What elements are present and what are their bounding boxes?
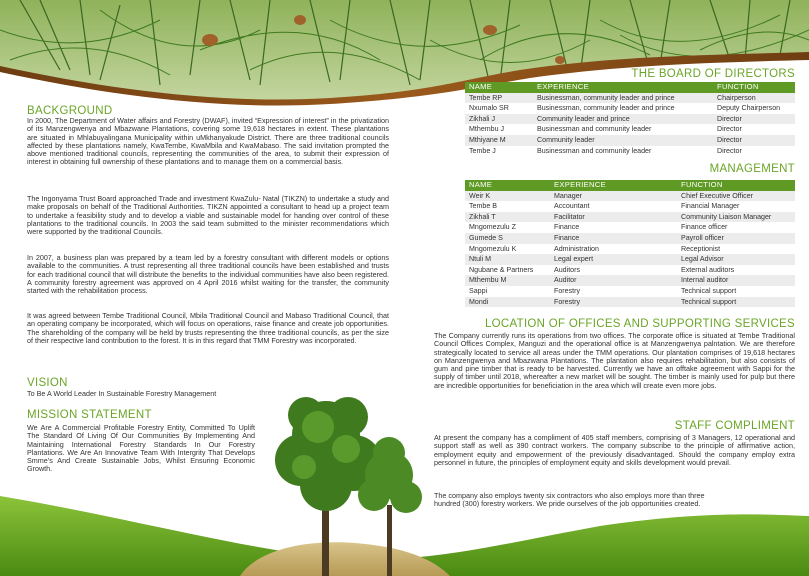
cell: Director: [717, 114, 742, 123]
management-col-name: NAME: [469, 180, 493, 189]
cell: Administration: [554, 244, 599, 253]
cell: Auditor: [554, 276, 577, 285]
cell: Ntuli M: [469, 255, 492, 264]
background-heading: BACKGROUND: [27, 105, 113, 117]
cell: Director: [717, 125, 742, 134]
table-row: [465, 201, 795, 212]
table-row: [465, 297, 795, 308]
cell: Legal expert: [554, 255, 594, 264]
board-heading: THE BOARD OF DIRECTORS: [631, 68, 795, 80]
cell: Chairperson: [717, 93, 756, 102]
management-table-header: [465, 180, 795, 191]
cell: Weir K: [469, 191, 491, 200]
table-row: [465, 103, 795, 114]
table-row: [465, 254, 795, 265]
cell: Mngomezulu K: [469, 244, 517, 253]
cell: Forestry: [554, 297, 581, 306]
cell: Zikhali T: [469, 212, 496, 221]
table-row: [465, 114, 795, 125]
staff-paragraph-2: The company also employs twenty six contractors who also employs more than three hundred (300) forestry workers. We pride ourselves of the job opportunities created.: [434, 491, 705, 509]
management-table: [465, 180, 795, 307]
background-paragraph-4: It was agreed between Tembe Traditional Council, Mbila Traditional Council and Mabaso Traditional Council, that an operating company be incorporated, which will focus on operations, raise finance and create job opportunities. The shareholding of the company will be held by trusts representing the three traditional councils, as per the size of their respective land contribution to the forest. It is in this regard that TMM Forestry was incorporated.: [27, 311, 389, 345]
cell: Tembe B: [469, 202, 497, 211]
cell: External auditors: [681, 265, 735, 274]
board-col-experience: EXPERIENCE: [537, 82, 589, 91]
cell: Ngubane & Partners: [469, 265, 534, 274]
cell: Tembe J: [469, 146, 496, 155]
location-text: The Company currently runs its operations from two offices. The corporate office is situated at Tembe Traditional Council Offices Complex, Manguzi and the operational office is at Manzengwenya palntation. We are therefore strategically located to service all areas under the TMM operations. Our plantation comprises of 19,618 hectares on Manzengwenya and Mbazwana Plantations. The plantation also requires rehabilitation, but also consists of gum and pine timber that is ready to be harvested. Currently we have an offtake agreement with Sappi for the supply of timber until 2018, whereafter a new market will be sought. The timber is mainly used for pulp but there are incredible opportunities for beneficiation in the area which will create even more jobs.: [434, 331, 795, 390]
cell: Community leader and prince: [537, 114, 630, 123]
mission-heading: MISSION STATEMENT: [27, 409, 152, 421]
cell: Director: [717, 135, 742, 144]
staff-paragraph-1: At present the company has a compliment of 405 staff members, comprising of 3 Managers, 12 operational and support staff as well as 390 contract workers. The company subscribe to the principle of affirmative action, employment equity and empowerment of the previously disadvantaged. Should the company employ extra personnel in future, the principles of employment equity and skills development would prevail.: [434, 433, 795, 467]
cell: Businessman, community leader and prince: [537, 104, 675, 113]
cell: Manager: [554, 191, 582, 200]
cell: Auditors: [554, 265, 581, 274]
table-row: [465, 286, 795, 297]
cell: Finance: [554, 233, 580, 242]
cell: Internal auditor: [681, 276, 729, 285]
mission-text: We Are A Commercial Profitable Forestry Entity, Committed To Uplift The Standard Of Living Of Our Communities By Implementing And Maintaining International Forestry Standards In Our Forestry Plantations. We Are An Innovative Team With Intergrity That Develops Smme’s And Create Sustainable Jobs, Whilst Ensuring Economic Growth.: [27, 423, 255, 474]
cell: Zikhali J: [469, 114, 496, 123]
cell: Community leader: [537, 135, 595, 144]
board-col-function: FUNCTION: [717, 82, 759, 91]
cell: Mthiyane M: [469, 135, 506, 144]
table-row: [465, 222, 795, 233]
cell: Nxumalo SR: [469, 104, 509, 113]
management-col-experience: EXPERIENCE: [554, 180, 606, 189]
vision-heading: VISION: [27, 377, 68, 389]
location-heading: LOCATION OF OFFICES AND SUPPORTING SERVICES: [484, 318, 795, 330]
background-paragraph-2: The Ingonyama Trust Board approached Trade and investment KwaZulu- Natal (TIKZN) to undertake a study and make proposals on behalf of the Traditional Authorities. TIKZN appointed a consultant to head up a project team to undertake a feasibility study and to develop a viable and sustainable model for handing over control of these plantations to the traditional councils. In 2003 the said team submitted to the minister recommendations which were supported by the traditional Councils.: [27, 194, 389, 237]
cell: Mthembu J: [469, 125, 505, 134]
table-row: [465, 244, 795, 255]
cell: Mngomezulu Z: [469, 223, 516, 232]
cell: Director: [717, 146, 742, 155]
table-row: [465, 233, 795, 244]
cell: Businessman and community leader: [537, 146, 652, 155]
cell: Facilitator: [554, 212, 585, 221]
cell: Finance: [554, 223, 580, 232]
table-row: [465, 212, 795, 223]
cell: Businessman and community leader: [537, 125, 652, 134]
table-row: [465, 135, 795, 146]
cell: Sappi: [469, 286, 488, 295]
board-table: [465, 82, 795, 156]
cell: Accountant: [554, 202, 590, 211]
cell: Community Liaison Manager: [681, 212, 772, 221]
table-row: [465, 191, 795, 202]
cell: Tembe RP: [469, 93, 503, 102]
table-row: [465, 146, 795, 157]
cell: Receptionist: [681, 244, 721, 253]
cell: Mondi: [469, 297, 489, 306]
table-row: [465, 275, 795, 286]
management-heading: MANAGEMENT: [709, 163, 795, 175]
board-table-header: [465, 82, 795, 93]
cell: Technical support: [681, 286, 737, 295]
cell: Finance officer: [681, 223, 728, 232]
table-row: [465, 93, 795, 104]
table-row: [465, 124, 795, 135]
management-col-function: FUNCTION: [681, 180, 723, 189]
table-row: [465, 265, 795, 276]
staff-heading: STAFF COMPLIMENT: [674, 420, 795, 432]
cell: Forestry: [554, 286, 581, 295]
tree-illustration: [256, 385, 436, 576]
cell: Payroll officer: [681, 233, 724, 242]
background-paragraph-1: In 2000, The Department of Water affairs and Forestry (DWAF), invited “Expression of interest” in the privatization of its Manzengwenya and Mbazwane Plantations, covering some 19,618 hectares in extent. These plantations are situated in Mhlabuyalingana Municipality within uMkhanyakude District. There are three traditional councils affected by these plantations namely, KwaTembe, KwaMbila and KwaMabaso. The said invitation prompted the above mentioned traditional councils, representing the communities of the area, to submit their expression of interest in obtaining full ownership of these plantations and to manage them on a commercial basis.: [27, 116, 389, 167]
cell: Mthembu M: [469, 276, 507, 285]
cell: Financial Manager: [681, 202, 740, 211]
background-paragraph-3: In 2007, a business plan was prepared by a team led by a forestry consultant with different models or options available to the communities. A trust representing all three traditional councils have been established and trusts for each traditional council that will distribute the benefits to the individual communities have also been registered. A community forestry agreement was approved on 4 April 2016 whilst waiting for the transfer, the community started with the rehabilitation process.: [27, 253, 389, 296]
cell: Gumede S: [469, 233, 503, 242]
vision-text: To Be A World Leader In Sustainable Forestry Management: [27, 389, 217, 398]
cell: Technical support: [681, 297, 737, 306]
cell: Businessman, community leader and prince: [537, 93, 675, 102]
board-col-name: NAME: [469, 82, 493, 91]
cell: Chief Executive Officer: [681, 191, 754, 200]
cell: Legal Advisor: [681, 255, 724, 264]
cell: Deputy Chairperson: [717, 104, 781, 113]
